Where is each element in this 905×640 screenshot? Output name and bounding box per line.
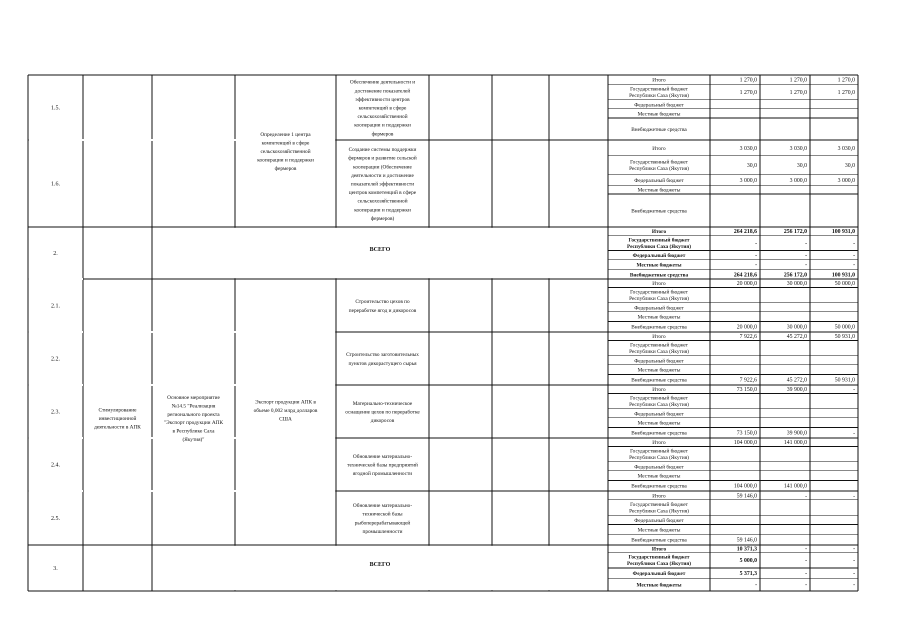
value-cell: 50 000,0 xyxy=(834,281,855,288)
indicator-cell: Определение 1 центра xyxy=(260,131,311,138)
funding-label: Местные бюджеты xyxy=(636,582,682,589)
value-cell: 30,0 xyxy=(844,163,855,170)
value-cell: - xyxy=(853,558,855,565)
value-cell: - xyxy=(853,252,855,259)
funding-label: Местные бюджеты xyxy=(637,420,681,427)
event-description: сельскохозяйственной xyxy=(357,114,408,121)
row-number: 2.2. xyxy=(51,356,60,363)
event-description: кооперации и поддержки xyxy=(354,122,411,129)
event-description: сельскохозяйственной xyxy=(357,198,408,205)
funding-label: Федеральный бюджет xyxy=(632,571,686,578)
merged-cell xyxy=(29,331,83,333)
value-cell: 30 000,0 xyxy=(786,281,807,288)
funding-label: Государственный бюджет xyxy=(630,395,688,402)
value-cell: 50 000,0 xyxy=(834,324,855,331)
funding-label: Внебюджетные средства xyxy=(629,272,689,279)
merged-cell xyxy=(84,384,336,386)
basic-event-cell: регионального проекта xyxy=(167,411,220,418)
merged-cell xyxy=(29,278,83,280)
value-cell: 141 000,0 xyxy=(783,440,807,447)
value-cell: - xyxy=(853,240,855,247)
funding-label: Внебюджетные средства xyxy=(631,126,687,133)
funding-label: Итого xyxy=(652,77,666,84)
table-grid xyxy=(28,75,858,591)
value-cell: - xyxy=(853,571,855,578)
event-description: Обеспечение деятельности и xyxy=(349,79,416,86)
funding-label: Федеральный бюджет xyxy=(634,305,684,312)
funding-label: Местные бюджеты xyxy=(637,111,681,118)
value-cell: - xyxy=(805,558,807,565)
row-number: 2. xyxy=(53,251,58,257)
event-description: технической базы предприятий xyxy=(347,462,418,469)
event-description: технической базы xyxy=(362,511,403,518)
value-cell: 59 146,0 xyxy=(736,537,757,544)
value-cell: 104 000,0 xyxy=(733,483,757,490)
indicator-cell: кооперации и поддержки xyxy=(257,157,314,164)
indicator-cell: США xyxy=(279,416,292,423)
row-number: 2.1. xyxy=(51,303,60,310)
value-cell: 30 000,0 xyxy=(786,324,807,331)
value-cell: - xyxy=(853,582,855,589)
funding-label: Федеральный бюджет xyxy=(632,252,686,259)
funding-label: Федеральный бюджет xyxy=(634,178,684,185)
event-description: фермеров и развитие сельской xyxy=(348,155,417,162)
value-cell: - xyxy=(805,582,807,589)
value-cell: - xyxy=(853,430,855,437)
merged-cell xyxy=(29,490,83,492)
funding-label: Федеральный бюджет xyxy=(634,517,684,524)
value-cell: - xyxy=(853,493,855,500)
funding-label: Итого xyxy=(652,387,666,394)
value-cell: 264 218,6 xyxy=(733,272,757,279)
value-cell: - xyxy=(805,546,807,553)
program-cell: деятельности в АПК xyxy=(94,424,141,431)
value-cell: 256 172,0 xyxy=(783,272,807,279)
value-cell: 39 900,0 xyxy=(786,430,807,437)
funding-label: Государственный бюджет xyxy=(630,342,688,349)
event-description: Создание системы поддержки xyxy=(348,147,417,154)
merged-cell xyxy=(84,437,336,439)
value-cell: 59 146,0 xyxy=(736,493,757,500)
value-cell: 73 150,0 xyxy=(736,387,757,394)
basic-event-cell: (Якутия)" xyxy=(182,437,205,443)
event-description: фермеров) xyxy=(370,215,395,222)
total-label: ВСЕГО xyxy=(369,562,391,568)
funding-label: Внебюджетные средства xyxy=(631,430,687,437)
indicator-cell: объеме 0,002 млрд долларов xyxy=(253,408,318,414)
value-cell: 1 270,0 xyxy=(837,89,855,96)
funding-label: Государственный бюджет xyxy=(628,554,690,561)
funding-label: Государственный бюджет xyxy=(630,86,688,93)
basic-event-cell: Основное мероприятие xyxy=(167,395,220,401)
funding-label: Внебюджетные средства xyxy=(631,377,687,384)
merged-cell xyxy=(153,546,607,590)
funding-label: Внебюджетные средства xyxy=(631,208,687,215)
funding-label: Республики Саха (Якутия) xyxy=(629,508,689,515)
value-cell: 50 931,0 xyxy=(834,377,855,384)
funding-label: Республики Саха (Якутия) xyxy=(629,92,689,99)
value-cell: 20 000,0 xyxy=(736,281,757,288)
value-cell: 50 931,0 xyxy=(834,334,855,341)
basic-event-cell: "Экспорт продукции АПК xyxy=(163,420,224,427)
funding-label: Внебюджетные средства xyxy=(631,324,687,331)
event-description: Обновление материально- xyxy=(352,503,413,510)
table-text xyxy=(51,78,855,589)
value-cell: - xyxy=(805,493,807,500)
event-description: переработке ягод и дикоросов xyxy=(348,307,417,314)
value-cell: 3 030,0 xyxy=(837,145,855,152)
funding-label: Итого xyxy=(651,229,667,236)
row-number: 3. xyxy=(53,566,58,572)
value-cell: 3 000,0 xyxy=(789,178,807,185)
row-number: 2.3. xyxy=(51,409,60,416)
value-cell: 1 270,0 xyxy=(789,89,807,96)
value-cell: - xyxy=(755,262,757,269)
event-description: деятельности и достижение xyxy=(351,172,414,179)
indicator-cell: сельскохозяйственной xyxy=(260,149,311,155)
row-number: 2.5. xyxy=(51,516,60,522)
indicator-cell: Экспорт продукции АПК в xyxy=(255,399,316,406)
value-cell: 30,0 xyxy=(796,163,807,170)
event-description: центров компетенций в сфере xyxy=(348,190,417,197)
value-cell: 141 000,0 xyxy=(783,483,807,490)
value-cell: 45 272,0 xyxy=(786,377,807,384)
value-cell: - xyxy=(853,546,855,553)
event-description: достижение показателей xyxy=(354,88,411,95)
value-cell: 39 900,0 xyxy=(786,387,807,394)
funding-label: Республики Саха (Якутия) xyxy=(629,349,689,356)
funding-label: Республики Саха (Якутия) xyxy=(629,402,689,409)
funding-label: Республики Саха (Якутия) xyxy=(626,561,692,568)
value-cell: 45 272,0 xyxy=(786,334,807,341)
event-description: Строительство заготовительных xyxy=(346,352,419,359)
event-description: пунктов дикорастущего сырья xyxy=(348,360,417,367)
event-description: Материально-техническое xyxy=(352,400,413,407)
event-description: показателей эффективности xyxy=(350,181,415,188)
funding-label: Республики Саха (Якутия) xyxy=(626,243,692,250)
event-description: кооперации (Обеспечение xyxy=(353,164,412,171)
event-description: промышленности xyxy=(362,528,403,535)
basic-event-cell: в Республике Саха xyxy=(172,428,215,435)
event-description: кооперации и поддержки xyxy=(354,207,411,214)
funding-label: Местные бюджеты xyxy=(637,473,681,480)
funding-label: Местные бюджеты xyxy=(637,527,681,534)
funding-label: Внебюджетные средства xyxy=(631,537,687,544)
funding-label: Республики Саха (Якутия) xyxy=(629,166,689,173)
funding-label: Федеральный бюджет xyxy=(634,358,684,365)
funding-label: Внебюджетные средства xyxy=(631,483,687,490)
merged-cell xyxy=(84,490,336,492)
event-description: рыбоперерабатывающей xyxy=(354,520,411,527)
value-cell: - xyxy=(805,240,807,247)
funding-label: Итого xyxy=(652,334,666,341)
event-description: оснащение цехов по переработке xyxy=(345,409,420,416)
value-cell: - xyxy=(805,252,807,259)
funding-label: Итого xyxy=(652,440,666,447)
value-cell: 1 270,0 xyxy=(837,77,855,84)
funding-label: Федеральный бюджет xyxy=(634,411,684,418)
value-cell: - xyxy=(853,387,855,394)
funding-label: Местные бюджеты xyxy=(636,262,682,269)
funding-label: Государственный бюджет xyxy=(630,501,688,508)
event-description: компетенций в сфере xyxy=(358,105,407,112)
merged-cell xyxy=(29,384,83,386)
event-description: ягодной промышленности xyxy=(352,471,413,478)
funding-label: Федеральный бюджет xyxy=(634,464,684,471)
row-number: 1.5. xyxy=(51,105,60,112)
row-number: 1.6. xyxy=(51,181,60,188)
value-cell: 1 270,0 xyxy=(739,77,757,84)
value-cell: 3 000,0 xyxy=(837,178,855,185)
value-cell: 7 922,6 xyxy=(739,334,757,341)
value-cell: 7 922,6 xyxy=(739,377,757,384)
value-cell: - xyxy=(805,262,807,269)
basic-event-cell: №14.5 "Реализация xyxy=(171,403,216,410)
value-cell: 10 371,3 xyxy=(736,546,757,553)
funding-label: Итого xyxy=(652,145,666,152)
value-cell: 1 270,0 xyxy=(739,89,757,96)
value-cell: 5 371,3 xyxy=(739,571,757,578)
value-cell: 100 931,0 xyxy=(831,229,855,236)
funding-label: Федеральный бюджет xyxy=(634,102,684,109)
funding-label: Республики Саха (Якутия) xyxy=(629,455,689,462)
event-description: Строительство цехов по xyxy=(355,299,410,306)
indicator-cell: фермеров xyxy=(274,166,297,173)
value-cell: 104 000,0 xyxy=(733,440,757,447)
funding-label: Государственный бюджет xyxy=(630,159,688,166)
merged-cell xyxy=(29,437,83,439)
value-cell: 100 931,0 xyxy=(831,272,855,279)
funding-label: Государственный бюджет xyxy=(628,237,690,244)
value-cell: 3 000,0 xyxy=(739,178,757,185)
funding-label: Местные бюджеты xyxy=(637,187,681,194)
event-description: фермеров xyxy=(371,131,394,138)
value-cell: 5 000,0 xyxy=(739,558,757,565)
funding-label: Государственный бюджет xyxy=(630,289,688,296)
value-cell: 264 218,6 xyxy=(733,229,757,236)
value-cell: - xyxy=(755,582,757,589)
row-number: 2.4. xyxy=(51,462,60,469)
program-cell: Стимулирование xyxy=(98,407,137,414)
value-cell: 256 172,0 xyxy=(783,229,807,236)
value-cell: - xyxy=(755,240,757,247)
value-cell: 30,0 xyxy=(746,163,757,170)
merged-cell xyxy=(153,228,607,278)
value-cell: - xyxy=(805,571,807,578)
funding-label: Итого xyxy=(652,493,666,500)
value-cell: 1 270,0 xyxy=(789,77,807,84)
value-cell: - xyxy=(853,262,855,269)
funding-label: Итого xyxy=(652,281,666,288)
event-description: Обновление материально- xyxy=(352,453,413,460)
total-label: ВСЕГО xyxy=(369,247,391,253)
indicator-cell: компетенций в сфере xyxy=(261,140,310,147)
funding-label: Государственный бюджет xyxy=(630,448,688,455)
value-cell: 3 030,0 xyxy=(739,145,757,152)
event-description: эффективности центров xyxy=(355,96,410,103)
event-description: дикоросов xyxy=(370,418,395,425)
funding-label: Республики Саха (Якутия) xyxy=(629,296,689,303)
program-cell: инвестиционной xyxy=(98,416,137,422)
value-cell: - xyxy=(755,252,757,259)
merged-cell xyxy=(84,331,336,333)
funding-label: Итого xyxy=(651,546,667,553)
funding-label: Местные бюджеты xyxy=(637,367,681,374)
funding-label: Местные бюджеты xyxy=(637,314,681,321)
value-cell: 73 150,0 xyxy=(736,430,757,437)
value-cell: 3 030,0 xyxy=(789,145,807,152)
value-cell: 20 000,0 xyxy=(736,324,757,331)
